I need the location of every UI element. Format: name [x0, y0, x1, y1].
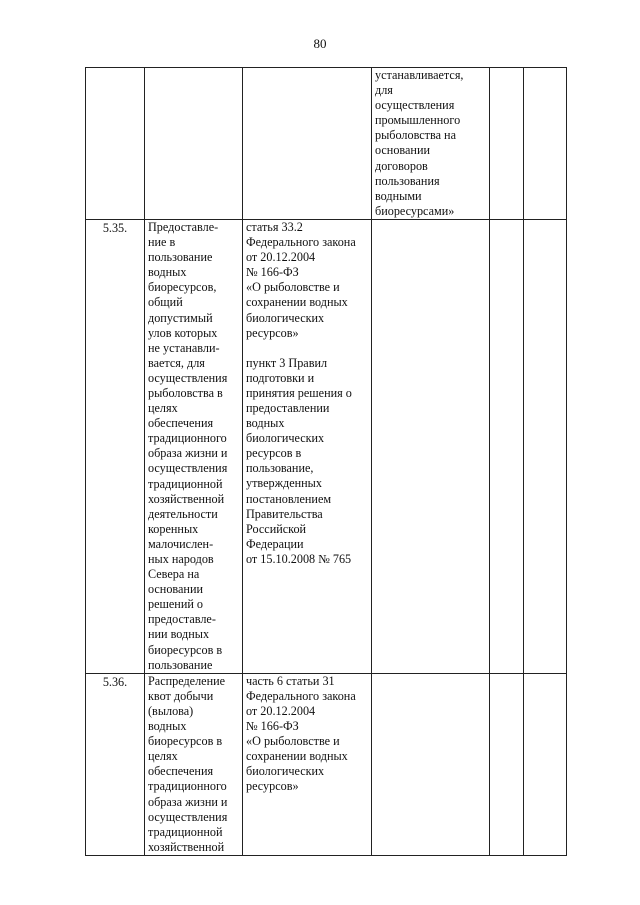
services-table [85, 67, 567, 856]
row-number-cell [86, 219, 145, 673]
detail-cell [372, 219, 490, 673]
table-row-5-36 [86, 673, 567, 855]
table-row-continuation [86, 68, 567, 220]
basis-cell [243, 68, 372, 220]
basis-cell [243, 673, 372, 855]
row-number: 5.36. [102, 674, 128, 689]
table-row-5-35 [86, 219, 567, 673]
basis-text-1: часть 6 статьи 31 Федерального закона от 20.12.2004 № 166-ФЗ «О рыболовстве и сохранении водных биологических ресурсов» [246, 673, 356, 794]
service-cell [145, 68, 243, 220]
detail-cell [372, 673, 490, 855]
detail-cell [372, 68, 490, 220]
row-number-cell [86, 673, 145, 855]
row-number: 5.35. [102, 220, 128, 235]
empty-cell [490, 68, 524, 220]
service-text: Предоставле- ние в пользование водных биоресурсов, общий допустимый улов которых не устанавли- вается, для осуществления рыболовства в целях обеспечения традиционного образа жизни и осуществления традиционной хозяйственной деятельности коренных малочислен- ных народов Севера на основании решений о предоставле- нии водных биоресурсов в пользование [148, 219, 228, 672]
service-cell [145, 673, 243, 855]
empty-cell [524, 219, 567, 673]
service-cell [145, 219, 243, 673]
page-number: 80 [313, 36, 327, 51]
empty-cell [524, 68, 567, 220]
basis-cell [243, 219, 372, 673]
basis-text-1: статья 33.2 Федерального закона от 20.12.2004 № 166-ФЗ «О рыболовстве и сохранении водных биологических ресурсов» [246, 219, 356, 340]
row-number-cell [86, 68, 145, 220]
basis-text-2: пункт 3 Правил подготовки и принятия решения о предоставлении водных биологических ресурсов в пользование, утвержденных постановлением Правительства Российской Федерации от 15.10.2008 № 765 [246, 355, 352, 566]
empty-cell [524, 673, 567, 855]
empty-cell [490, 219, 524, 673]
detail-text: устанавливается, для осуществления промышленного рыболовства на основании договоров пользования водными биоресурсами» [375, 68, 464, 218]
service-text: Распределение квот добычи (вылова) водных биоресурсов в целях обеспечения традиционного образа жизни и осуществления традиционной хозяйственной [148, 673, 228, 854]
empty-cell [490, 673, 524, 855]
